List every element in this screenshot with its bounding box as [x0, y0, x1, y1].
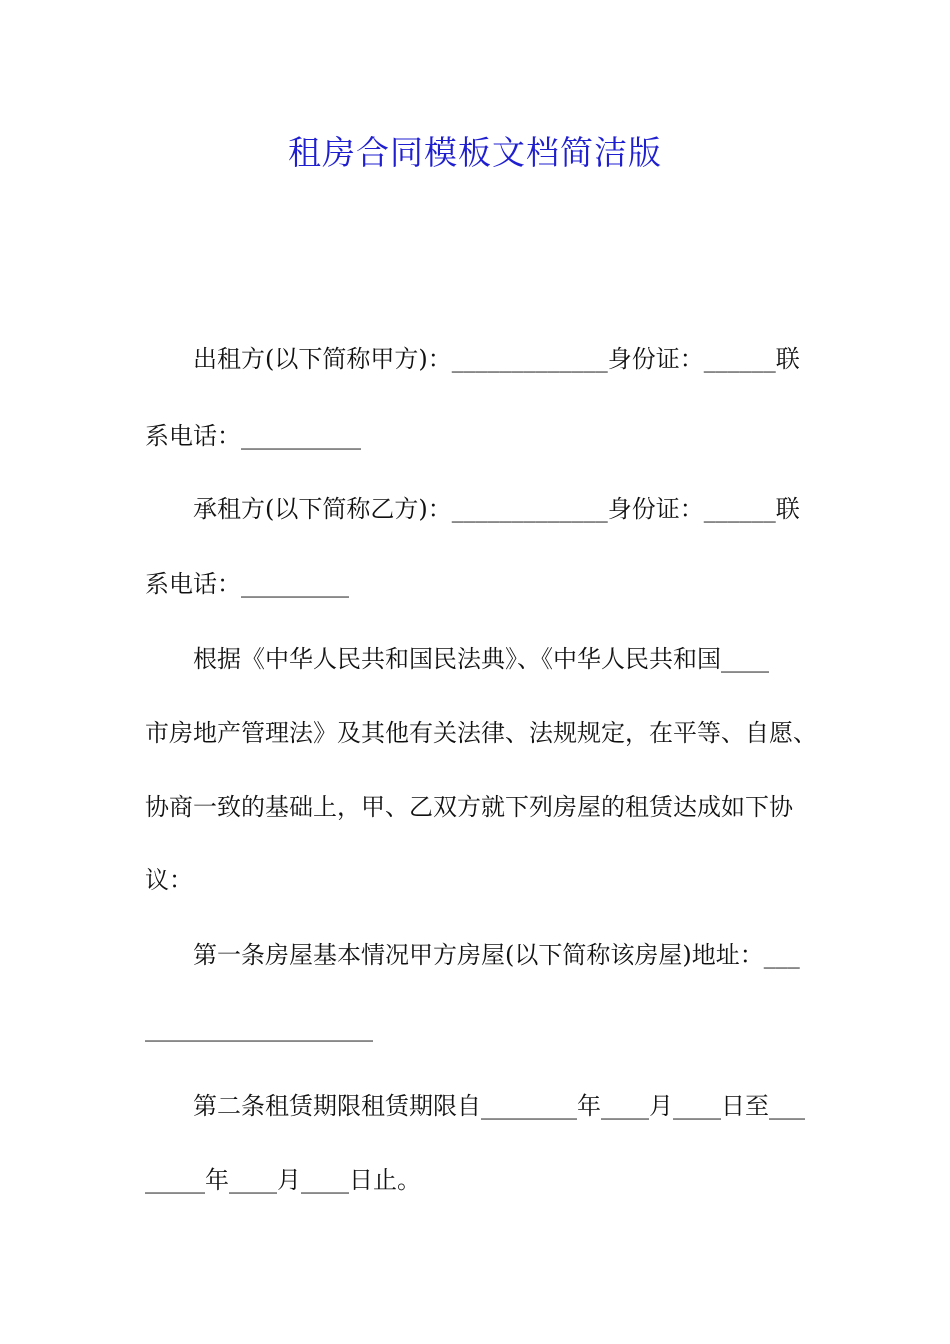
basis-paragraph-line-4: 议：: [145, 866, 193, 894]
lessee-phone-line: 系电话：_________: [145, 570, 349, 598]
basis-paragraph-line-1: 根据《中华人民共和国民法典》、《中华人民共和国____: [193, 645, 769, 673]
lessor-phone-line: 系电话：__________: [145, 422, 361, 450]
basis-paragraph-line-3: 协商一致的基础上，甲、乙双方就下列房屋的租赁达成如下协: [145, 793, 793, 821]
lessee-line: 承租方(以下简称乙方)：_____________身份证：______联: [193, 495, 800, 523]
lessor-line: 出租方(以下简称甲方)：_____________身份证：______联: [193, 345, 800, 373]
article-2-line-2: _____年____月____日止。: [145, 1166, 421, 1194]
article-1-line-2: ___________________: [145, 1014, 373, 1042]
document-title: 租房合同模板文档简洁版: [288, 133, 662, 172]
article-2-line-1: 第二条租赁期限租赁期限自________年____月____日至___: [193, 1092, 805, 1120]
basis-paragraph-line-2: 市房地产管理法》及其他有关法律、法规规定，在平等、自愿、: [145, 719, 817, 747]
article-1-line-1: 第一条房屋基本情况甲方房屋(以下简称该房屋)地址：___: [193, 941, 800, 969]
